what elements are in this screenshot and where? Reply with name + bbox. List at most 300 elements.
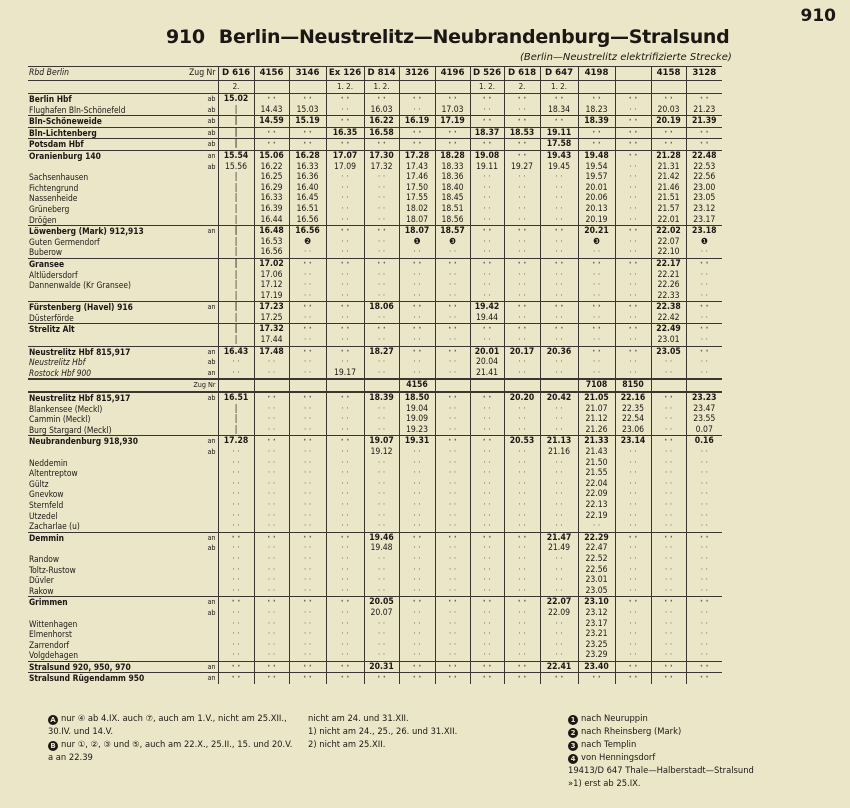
arrival-departure-flag (188, 619, 218, 630)
train-number: 4198 (578, 67, 615, 81)
train-number (651, 379, 686, 392)
station-name: Neustrelitz Hbf 815,917 (28, 346, 188, 357)
time-cell: · · (326, 511, 364, 522)
time-cell: · · (470, 335, 504, 346)
time-cell: · · (540, 313, 578, 324)
time-cell: · · (289, 629, 326, 640)
time-cell: 16.43 (218, 346, 254, 357)
time-cell: · · (504, 629, 540, 640)
time-cell: · · (470, 280, 504, 291)
zug-label: Zug Nr (188, 67, 218, 81)
time-cell: | (218, 127, 254, 139)
time-cell: 20.07 (364, 608, 399, 619)
time-cell: · · (326, 500, 364, 511)
time-cell: ❸ (578, 237, 615, 248)
station-name: Rostock Hbf 900 (29, 367, 92, 378)
time-cell: · · (435, 608, 470, 619)
time-cell: · · (651, 357, 686, 368)
station-row (28, 291, 722, 302)
time-cell: · · (615, 511, 651, 522)
time-cell: · · (289, 291, 326, 302)
time-cell: · · (686, 554, 722, 565)
time-cell: · · (364, 94, 399, 105)
time-cell: · · (399, 302, 435, 313)
arrival-departure-flag (188, 258, 218, 269)
time-cell: · · (686, 247, 722, 258)
time-cell: · · (504, 608, 540, 619)
time-cell: 17.19 (254, 291, 289, 302)
time-cell: 17.12 (254, 280, 289, 291)
time-cell: · · (615, 280, 651, 291)
time-cell: · · (254, 468, 289, 479)
time-cell: · · (435, 425, 470, 436)
time-cell: 16.35 (326, 127, 364, 139)
time-cell: 22.56 (686, 172, 722, 183)
station-row (28, 458, 722, 469)
train-number (435, 379, 470, 392)
station-row (28, 640, 722, 651)
time-cell: 16.45 (289, 193, 326, 204)
time-cell: 0.16 (686, 436, 722, 447)
station-name: Toltz-Rustow (29, 564, 76, 575)
time-cell: · · (504, 258, 540, 269)
time-cell: · · (470, 404, 504, 415)
time-cell: · · (615, 357, 651, 368)
station-name: Grüneberg (29, 203, 70, 214)
time-cell: · · (615, 368, 651, 380)
station-name: Demmin (28, 532, 188, 543)
time-cell: · · (470, 215, 504, 226)
time-cell: · · (254, 650, 289, 661)
time-cell: 15.56 (218, 162, 254, 173)
time-cell: 21.39 (686, 116, 722, 128)
footnote: nicht am 24. und 31.XII. (308, 713, 409, 723)
time-cell: ❶ (686, 237, 722, 248)
station-row (28, 193, 722, 204)
time-cell: 16.22 (254, 162, 289, 173)
time-cell: · · (218, 673, 254, 684)
station-row (28, 204, 722, 215)
time-cell: 17.23 (254, 302, 289, 313)
arrival-departure-flag: an (188, 226, 218, 237)
time-cell: · · (540, 629, 578, 640)
time-cell: 23.05 (651, 346, 686, 357)
time-cell: · · (504, 105, 540, 116)
time-cell: · · (399, 258, 435, 269)
train-number: 3128 (686, 67, 722, 81)
time-cell: · · (686, 629, 722, 640)
time-cell: · · (470, 105, 504, 116)
arrival-departure-flag: ab (207, 104, 216, 114)
station-name: Rakow (29, 585, 54, 596)
footnote-symbol: 2 (568, 728, 578, 738)
station-name (28, 608, 188, 619)
time-cell: · · (364, 226, 399, 237)
time-cell: · · (435, 335, 470, 346)
time-cell: · · (651, 543, 686, 554)
time-cell: 23.17 (686, 215, 722, 226)
time-cell: · · (399, 597, 435, 608)
time-cell: · · (435, 650, 470, 661)
time-cell: · · (435, 404, 470, 415)
arrival-departure-flag (188, 458, 218, 469)
time-cell: 16.40 (289, 183, 326, 194)
time-cell: · · (326, 280, 364, 291)
train-number: 8150 (615, 379, 651, 392)
time-cell: · · (254, 139, 289, 151)
arrival-departure-flag (188, 270, 218, 281)
time-cell: · · (399, 313, 435, 324)
time-cell: ❷ (289, 237, 326, 248)
time-cell: · · (504, 425, 540, 436)
time-cell: · · (435, 291, 470, 302)
station-row (28, 619, 722, 630)
arrival-departure-flag (188, 425, 218, 436)
time-cell: · · (504, 554, 540, 565)
time-cell: · · (651, 575, 686, 586)
time-cell: 17.09 (326, 162, 364, 173)
time-cell: · · (578, 313, 615, 324)
time-cell: · · (435, 258, 470, 269)
arrival-departure-flag: an (188, 150, 218, 161)
time-cell: · · (364, 458, 399, 469)
rbd-label: Rbd Berlin (28, 67, 188, 81)
time-cell: · · (435, 640, 470, 651)
time-cell: · · (615, 489, 651, 500)
time-cell: · · (254, 458, 289, 469)
time-cell: · · (289, 586, 326, 597)
time-cell: · · (399, 489, 435, 500)
time-cell: 18.27 (364, 346, 399, 357)
arrival-departure-flag (188, 204, 218, 215)
time-cell: · · (326, 554, 364, 565)
time-cell: · · (364, 575, 399, 586)
station-name: Gransee (28, 258, 188, 269)
time-cell: · · (399, 368, 435, 380)
time-cell: · · (399, 479, 435, 490)
time-cell: · · (615, 629, 651, 640)
station-row (28, 661, 722, 673)
arrival-departure-flag: ab (207, 94, 216, 103)
time-cell: · · (540, 258, 578, 269)
time-cell: · · (218, 458, 254, 469)
time-cell: · · (686, 597, 722, 608)
time-cell: · · (615, 237, 651, 248)
footnote (48, 738, 298, 751)
time-cell: · · (435, 247, 470, 258)
time-cell: 18.39 (578, 116, 615, 128)
time-cell: · · (364, 280, 399, 291)
time-cell: · · (686, 586, 722, 597)
time-cell: 23.23 (686, 392, 722, 404)
time-cell: · · (326, 270, 364, 281)
time-cell: 21.23 (686, 105, 722, 116)
time-cell: | (218, 280, 254, 291)
time-cell: 16.19 (399, 116, 435, 128)
time-cell: 0.07 (686, 425, 722, 436)
time-cell: · · (615, 172, 651, 183)
time-cell: · · (470, 489, 504, 500)
time-cell: · · (540, 215, 578, 226)
time-cell: · · (435, 280, 470, 291)
time-cell: 23.10 (578, 597, 615, 608)
time-cell: · · (686, 270, 722, 281)
station-name: Potsdam Hbf (28, 139, 188, 151)
time-cell: 22.04 (578, 479, 615, 490)
time-cell: 18.53 (504, 127, 540, 139)
time-cell: · · (326, 565, 364, 576)
time-cell: 19.07 (364, 436, 399, 447)
time-cell: · · (218, 500, 254, 511)
time-cell: 19.09 (399, 414, 435, 425)
timetable (28, 66, 722, 684)
station-row (28, 237, 722, 248)
station-row (28, 247, 722, 258)
time-cell: · · (289, 346, 326, 357)
time-cell: · · (686, 280, 722, 291)
time-cell: · · (470, 554, 504, 565)
time-cell: 22.29 (578, 532, 615, 543)
station-name: Burg Stargard (Meckl) (29, 424, 112, 435)
time-cell: · · (399, 575, 435, 586)
time-cell: 21.51 (651, 193, 686, 204)
time-cell: · · (540, 650, 578, 661)
time-cell: · · (686, 511, 722, 522)
time-cell: · · (326, 608, 364, 619)
time-cell: · · (326, 105, 364, 116)
time-cell: · · (326, 586, 364, 597)
time-cell: · · (540, 489, 578, 500)
time-cell: · · (254, 619, 289, 630)
time-cell: · · (289, 270, 326, 281)
station-row (28, 543, 722, 554)
time-cell: 19.42 (470, 302, 504, 313)
footnote (568, 725, 838, 738)
arrival-departure-flag (188, 215, 218, 226)
station-row (28, 414, 722, 425)
time-cell: 20.20 (504, 392, 540, 404)
time-cell: 14.43 (254, 105, 289, 116)
time-cell: · · (651, 489, 686, 500)
time-cell: · · (399, 94, 435, 105)
time-cell: · · (289, 247, 326, 258)
arrival-departure-flag (188, 500, 218, 511)
time-cell: 14.59 (254, 116, 289, 128)
time-cell: · · (470, 650, 504, 661)
time-cell: · · (364, 404, 399, 415)
time-cell: · · (686, 291, 722, 302)
time-cell: · · (470, 392, 504, 404)
time-cell: 17.58 (540, 139, 578, 151)
time-cell: 22.56 (578, 565, 615, 576)
time-cell: · · (218, 479, 254, 490)
time-cell: 22.07 (651, 237, 686, 248)
time-cell: · · (470, 673, 504, 684)
time-cell: 21.07 (578, 404, 615, 415)
time-cell: · · (686, 500, 722, 511)
time-cell: · · (364, 247, 399, 258)
time-cell: 17.06 (254, 270, 289, 281)
time-cell: · · (615, 673, 651, 684)
time-cell: · · (686, 458, 722, 469)
time-cell: · · (470, 436, 504, 447)
time-cell: · · (254, 565, 289, 576)
train-number: 4196 (435, 67, 470, 81)
time-cell: · · (435, 436, 470, 447)
time-cell: · · (218, 619, 254, 630)
time-cell: 21.57 (651, 204, 686, 215)
train-number: Ex 126 (326, 67, 364, 81)
station-name: Dannenwalde (Kr Gransee) (29, 280, 131, 291)
train-number: 3146 (289, 67, 326, 81)
time-cell: 18.34 (540, 105, 578, 116)
footnote-text: 19413/D 647 Thale—Halberstadt—Stralsund (568, 765, 754, 775)
station-name (28, 162, 188, 173)
time-cell: · · (399, 105, 435, 116)
time-cell: · · (540, 521, 578, 532)
time-cell: 20.19 (651, 116, 686, 128)
time-cell: · · (470, 94, 504, 105)
train-number: 7108 (578, 379, 615, 392)
time-cell: · · (651, 629, 686, 640)
time-cell: 17.46 (399, 172, 435, 183)
arrival-departure-flag (188, 324, 218, 335)
footnote (568, 738, 838, 751)
time-cell: 20.05 (364, 597, 399, 608)
time-cell: · · (615, 650, 651, 661)
time-cell: · · (435, 447, 470, 458)
footnote-symbol: 4 (568, 754, 578, 764)
time-cell: · · (686, 302, 722, 313)
time-cell: · · (470, 324, 504, 335)
time-cell: · · (686, 640, 722, 651)
time-cell: · · (615, 335, 651, 346)
time-cell: | (218, 414, 254, 425)
time-cell: · · (326, 447, 364, 458)
time-cell: · · (326, 640, 364, 651)
time-cell: · · (504, 335, 540, 346)
time-cell: · · (289, 532, 326, 543)
time-cell: · · (686, 565, 722, 576)
time-cell: 22.02 (651, 226, 686, 237)
time-cell: · · (399, 543, 435, 554)
time-cell: · · (435, 468, 470, 479)
time-cell: 19.57 (578, 172, 615, 183)
station-row (28, 586, 722, 597)
time-cell: 21.28 (651, 150, 686, 161)
time-cell: · · (399, 447, 435, 458)
time-cell: · · (289, 436, 326, 447)
time-cell: · · (686, 575, 722, 586)
train-number (470, 379, 504, 392)
time-cell: · · (686, 521, 722, 532)
station-name: Buberow (29, 247, 63, 258)
arrival-departure-flag (188, 586, 218, 597)
time-cell: · · (540, 511, 578, 522)
time-cell: | (218, 335, 254, 346)
train-number: D 814 (364, 67, 399, 81)
time-cell: · · (218, 565, 254, 576)
time-cell: | (218, 183, 254, 194)
footnote-text: a an 22.39 (48, 752, 93, 762)
time-cell: 23.12 (578, 608, 615, 619)
time-cell: · · (615, 447, 651, 458)
time-cell: · · (540, 226, 578, 237)
time-cell: 20.03 (651, 105, 686, 116)
time-cell: · · (615, 116, 651, 128)
station-name: Cammin (Meckl) (29, 414, 91, 425)
station-row (28, 226, 722, 237)
station-name: Stralsund 920, 950, 970 (28, 661, 188, 673)
arrival-departure-flag: ab (188, 116, 218, 128)
station-name: Altentreptow (29, 468, 78, 479)
time-cell: | (218, 313, 254, 324)
time-cell: · · (289, 554, 326, 565)
time-cell: · · (326, 291, 364, 302)
arrival-departure-flag (188, 489, 218, 500)
time-cell: · · (615, 346, 651, 357)
time-cell: · · (615, 324, 651, 335)
footnote-text: nach Neuruppin (581, 713, 648, 723)
time-cell: 19.48 (364, 543, 399, 554)
time-cell: · · (615, 162, 651, 173)
station-row (28, 489, 722, 500)
time-cell: · · (470, 414, 504, 425)
time-cell: · · (540, 302, 578, 313)
time-cell: · · (326, 237, 364, 248)
time-cell: · · (399, 532, 435, 543)
time-cell: · · (289, 458, 326, 469)
time-cell: · · (364, 565, 399, 576)
time-cell: · · (435, 661, 470, 673)
station-row (28, 597, 722, 608)
time-cell: · · (504, 94, 540, 105)
station-name: Neubrandenburg 918,930 (28, 436, 188, 447)
time-cell: · · (540, 500, 578, 511)
time-cell: · · (435, 543, 470, 554)
time-cell: · · (615, 247, 651, 258)
time-cell: · · (399, 458, 435, 469)
station-name: Bln-Schöneweide (28, 116, 188, 128)
time-cell: 18.50 (399, 392, 435, 404)
time-cell: 17.07 (326, 150, 364, 161)
time-cell: · · (578, 324, 615, 335)
time-cell: · · (364, 204, 399, 215)
station-name: Neustrelitz Hbf (29, 357, 86, 368)
time-cell: · · (435, 629, 470, 640)
time-cell: 18.07 (399, 226, 435, 237)
station-row (28, 270, 722, 281)
time-cell: 20.42 (540, 392, 578, 404)
time-cell: · · (470, 629, 504, 640)
time-cell: 22.35 (615, 404, 651, 415)
time-cell: · · (289, 447, 326, 458)
time-cell: 19.23 (399, 425, 435, 436)
time-cell: · · (289, 565, 326, 576)
time-cell: · · (615, 215, 651, 226)
time-cell: 16.56 (289, 215, 326, 226)
time-cell: 21.16 (540, 447, 578, 458)
time-cell: · · (399, 346, 435, 357)
arrival-departure-flag: an (188, 673, 218, 684)
time-cell: · · (364, 489, 399, 500)
time-cell: · · (435, 554, 470, 565)
time-cell: · · (289, 139, 326, 151)
arrival-departure-flag (188, 183, 218, 194)
arrival-departure-flag: an (188, 346, 218, 357)
station-row (28, 575, 722, 586)
time-cell: · · (289, 368, 326, 380)
